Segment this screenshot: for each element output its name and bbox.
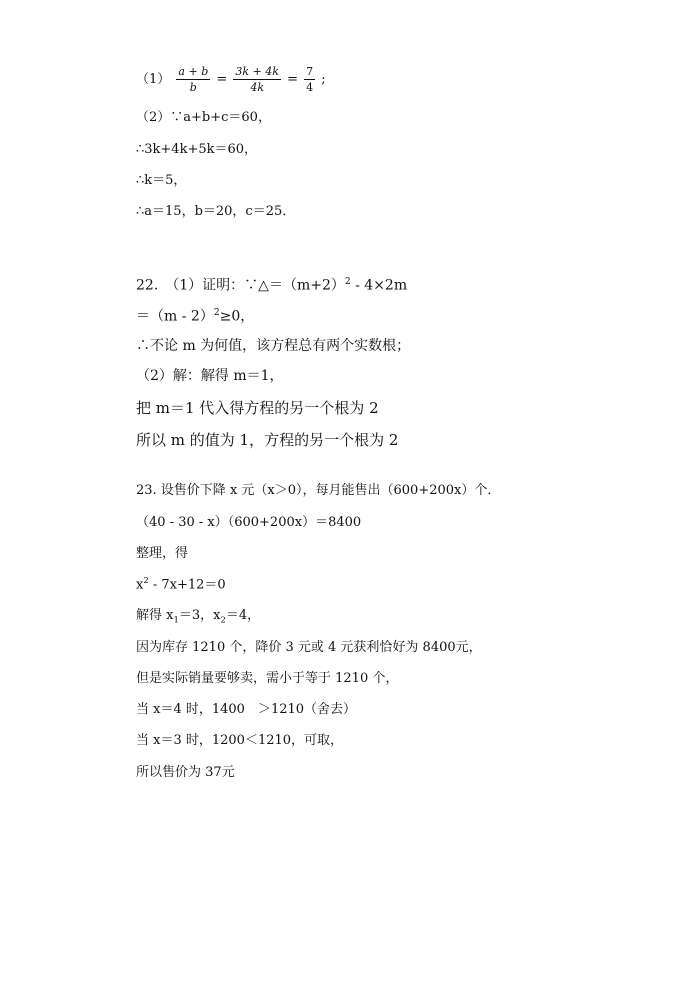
fraction-numerator: 7 xyxy=(306,65,314,78)
subscript: 2 xyxy=(220,614,226,625)
answer-23-setup: 23. 设售价下降 x 元（x＞0），每月能售出（600+200x）个． xyxy=(136,483,501,498)
text-segment: - 7x+12＝0 xyxy=(148,577,226,593)
exponent: 2 xyxy=(213,308,220,318)
text-segment: ＝3，x xyxy=(178,608,221,623)
text-segment: ＝（m - 2） xyxy=(136,308,214,325)
answer-23-step: 但是实际销量要够卖，需小于等于 1210 个， xyxy=(136,671,399,686)
answer-22-part2: （2）解：解得 m＝1， xyxy=(136,368,284,384)
text-segment: 22. （1）证明：∵△＝（m+2） xyxy=(136,277,345,294)
answer-23-step: 因为库存 1210 个，降价 3 元或 4 元获利恰好为 8400元， xyxy=(136,640,482,655)
answer-23-quadratic xyxy=(136,576,226,591)
answer-23-result: 所以售价为 37元 xyxy=(136,765,235,780)
part-label: （1） xyxy=(136,72,171,87)
answer-23-step: 当 x＝4 时，1400 ＞1210（舍去） xyxy=(136,702,357,717)
answer-21-part1 xyxy=(136,66,326,93)
fraction-a-plus-b-over-b xyxy=(176,66,210,93)
answer-21-step: ∴3k+4k+5k＝60， xyxy=(136,142,258,157)
answer-23-roots xyxy=(136,609,260,624)
answer-23-step: 整理，得 xyxy=(136,546,189,561)
answer-22-conclusion: ∴不论 m 为何值，该方程总有两个实数根； xyxy=(136,338,411,354)
fraction-denominator: b xyxy=(189,81,197,94)
text-segment: ＝4， xyxy=(225,608,261,623)
answer-22-step xyxy=(136,309,254,324)
equals-sign: = xyxy=(216,72,228,87)
answer-21-part2: （2）∵a+b+c＝60， xyxy=(136,110,271,125)
fraction-numerator: 3k + 4k xyxy=(235,65,279,78)
answer-22-step: 把 m＝1 代入得方程的另一个根为 2 xyxy=(136,399,379,417)
text-segment: x xyxy=(136,577,144,593)
answer-22-result: 所以 m 的值为 1，方程的另一个根为 2 xyxy=(136,431,399,449)
fraction-7-over-4 xyxy=(304,66,315,93)
text-segment: 解得 x xyxy=(136,608,174,623)
fraction-numerator: a + b xyxy=(178,65,209,78)
answer-21-result: ∴a＝15，b＝20，c＝25． xyxy=(136,204,296,219)
fraction-3k-4k-over-4k xyxy=(233,66,281,93)
answer-23-equation: （40 - 30 - x）（600+200x）＝8400 xyxy=(136,515,362,530)
answer-23-step: 当 x＝3 时，1200＜1210，可取， xyxy=(136,733,344,748)
text-segment: ≥0， xyxy=(219,308,255,325)
answer-22-part1 xyxy=(136,278,407,293)
exponent: 2 xyxy=(143,575,149,585)
line-end: ; xyxy=(321,72,326,87)
subscript: 1 xyxy=(173,614,179,625)
fraction-denominator: 4k xyxy=(250,81,265,94)
fraction-denominator: 4 xyxy=(306,81,314,94)
exponent: 2 xyxy=(344,277,351,287)
answer-21-step: ∴k＝5， xyxy=(136,173,187,188)
text-segment: - 4×2m xyxy=(350,277,408,294)
equals-sign: = xyxy=(287,72,299,87)
